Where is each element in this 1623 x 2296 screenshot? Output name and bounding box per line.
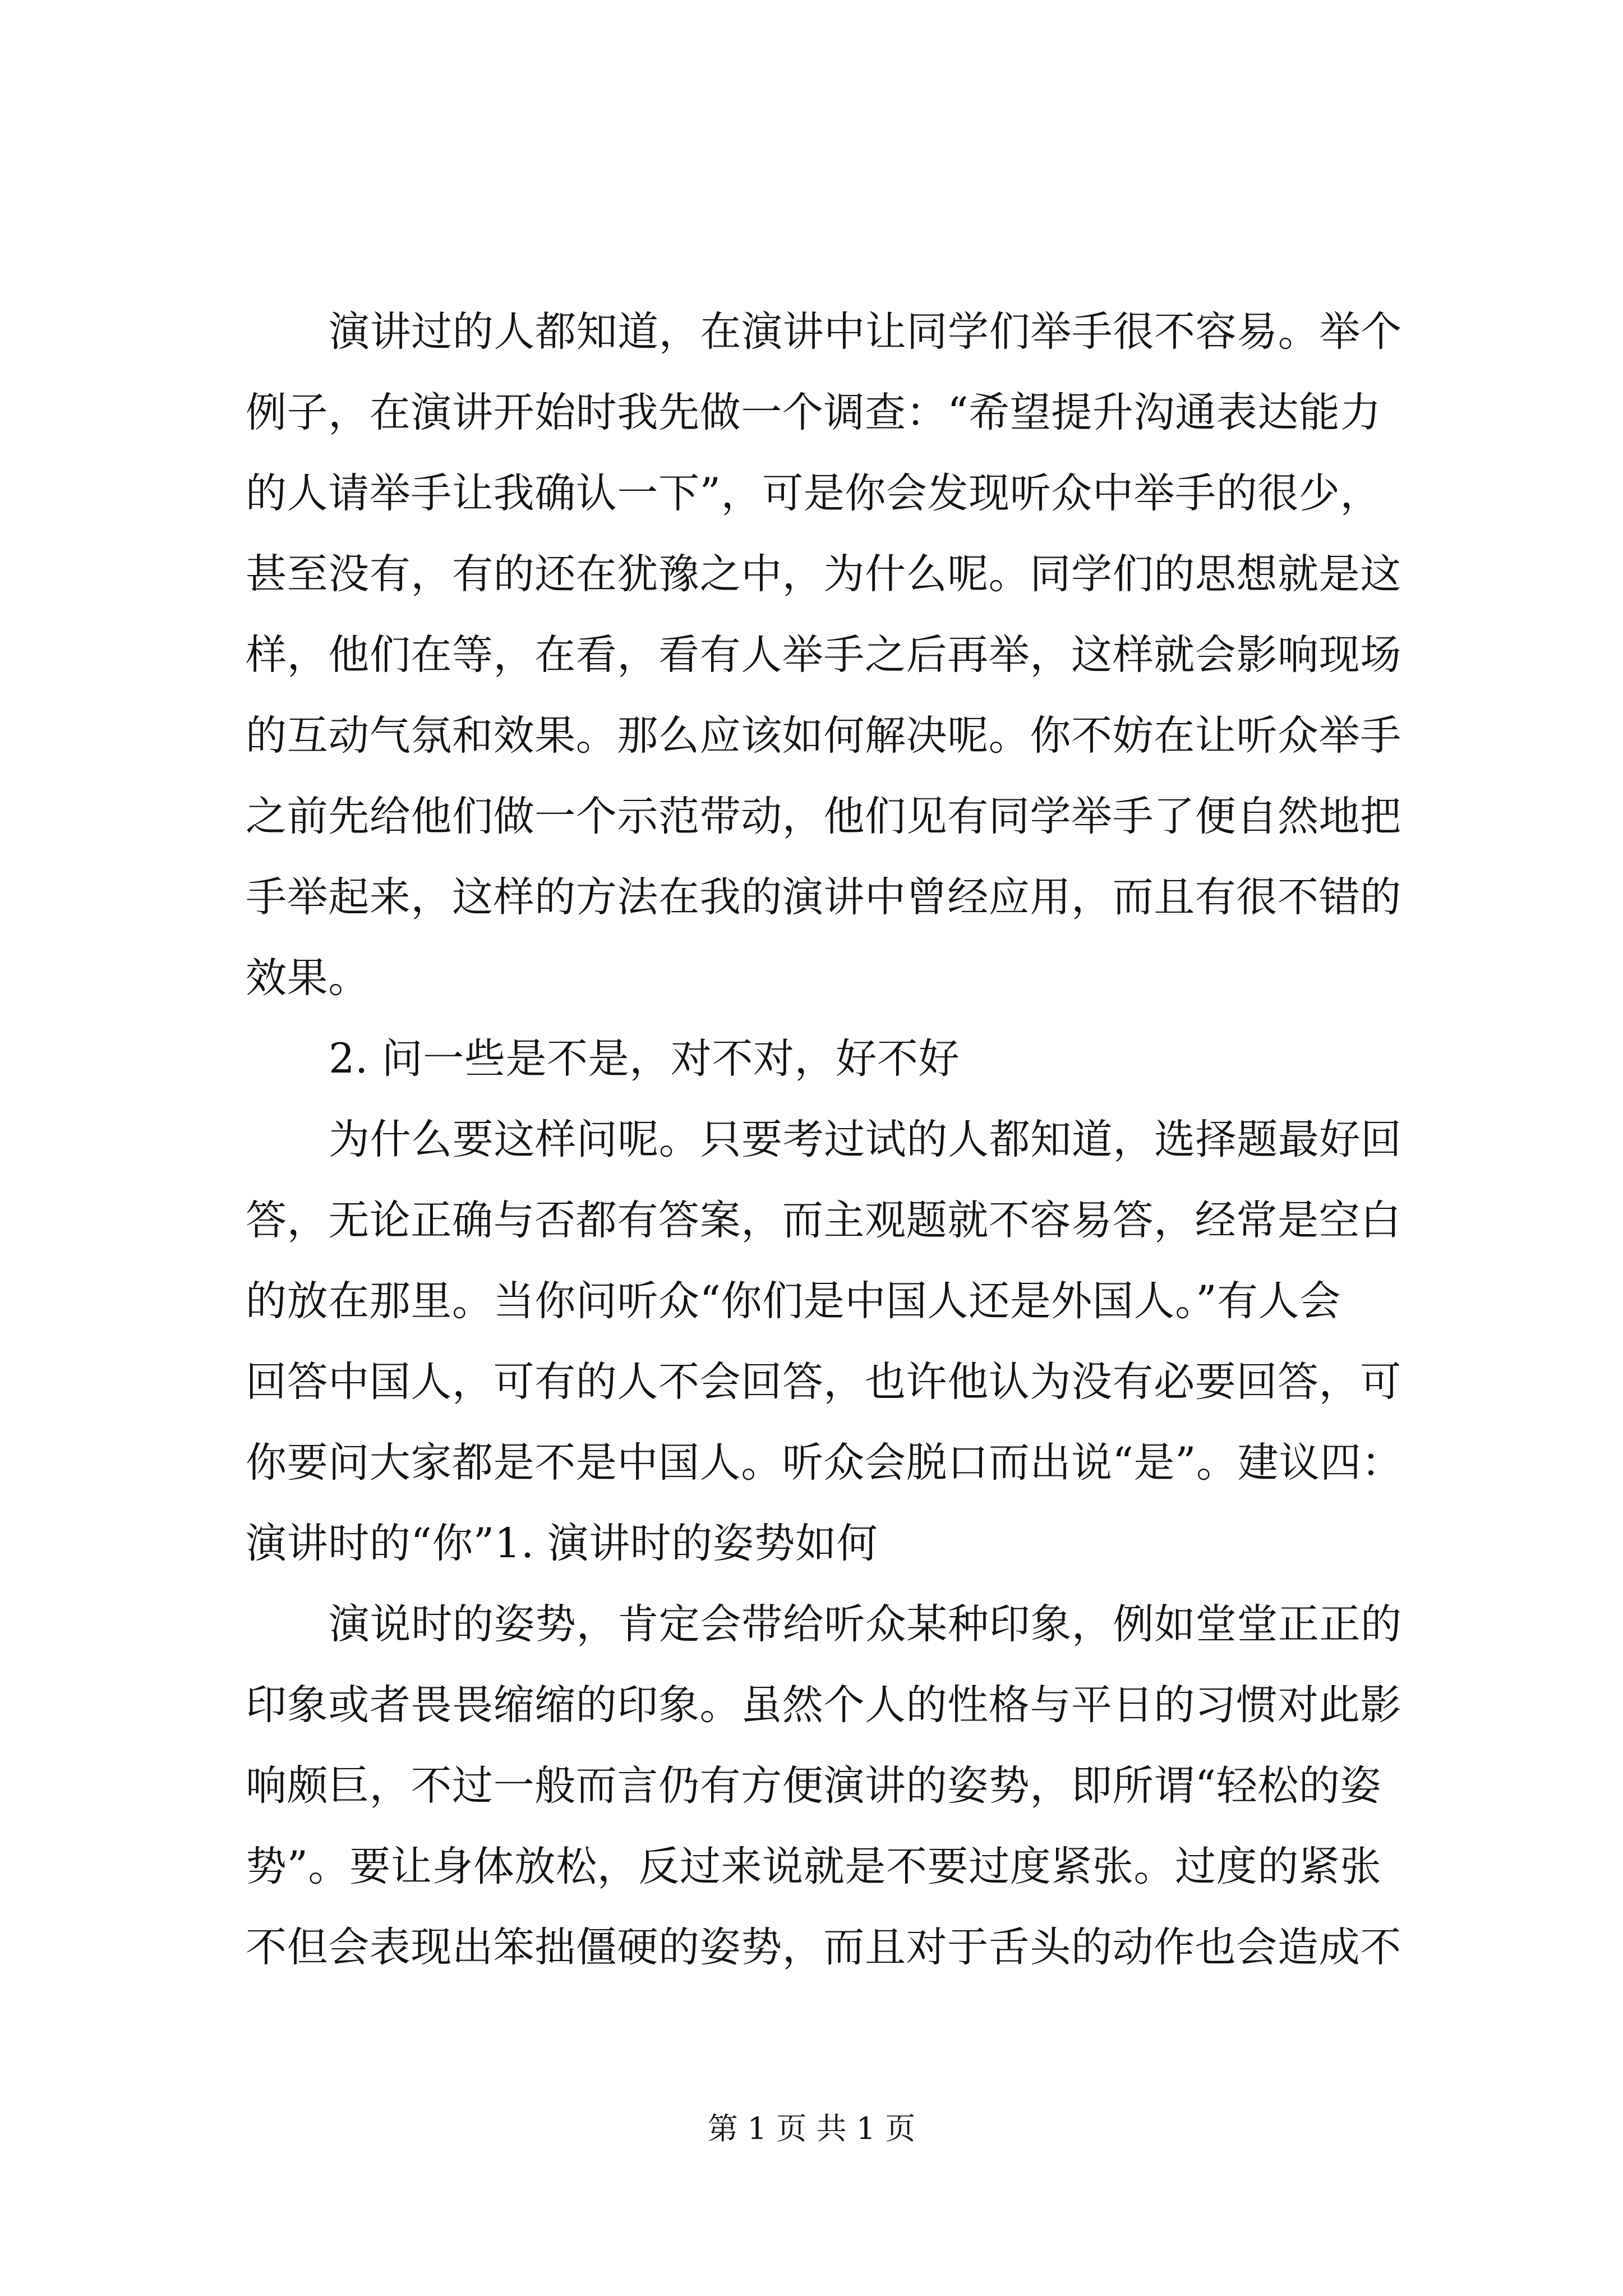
text-line: 例子，在演讲开始时我先做一个调查：“希望提升沟通表达能力 [246, 389, 1382, 436]
text-line: 之前先给他们做一个示范带动，他们见有同学举手了便自然地把 [246, 793, 1401, 840]
paragraph-2 [246, 1099, 1435, 1584]
text-line: 为什么要这样问呢。只要考过试的人都知道，选择题最好回 [329, 1116, 1402, 1163]
text-line: 的人请举手让我确认一下”，可是你会发现听众中举手的很少， [246, 470, 1382, 517]
text-line: 势”。要让身体放松，反过来说就是不要过度紧张。过度的紧张 [246, 1843, 1382, 1890]
text-line: 不但会表现出笨拙僵硬的姿势，而且对于舌头的动作也会造成不 [246, 1924, 1401, 1971]
text-line: 响颇巨，不过一般而言仍有方便演讲的姿势，即所谓“轻松的姿 [246, 1762, 1382, 1810]
text-line: 回答中国人，可有的人不会回答，也许他认为没有必要回答，可 [246, 1358, 1401, 1406]
page-footer [0, 2109, 1623, 2148]
paragraph-1 [246, 292, 1435, 1019]
text-line: 手举起来，这样的方法在我的演讲中曾经应用，而且有很不错的 [246, 873, 1401, 921]
paragraph-3 [246, 1584, 1435, 1988]
text-line: 演讲时的“你”1. 演讲时的姿势如何 [246, 1520, 878, 1567]
text-line: 甚至没有，有的还在犹豫之中，为什么呢。同学们的思想就是这 [246, 550, 1401, 598]
text-line: 的互动气氛和效果。那么应该如何解决呢。你不妨在让听众举手 [246, 712, 1401, 760]
text-line: 样，他们在等，在看，看有人举手之后再举，这样就会影响现场 [246, 631, 1401, 679]
section-heading [246, 1019, 1435, 1099]
text-line: 演讲过的人都知道，在演讲中让同学们举手很不容易。举个 [329, 308, 1402, 356]
text-line: 印象或者畏畏缩缩的印象。虽然个人的性格与平日的习惯对此影 [246, 1681, 1401, 1729]
text-line: 效果。 [246, 954, 370, 1002]
document-body [246, 292, 1435, 1988]
heading-line: 2. 问一些是不是，对不对，好不好 [329, 1035, 960, 1083]
page-number: 第 1 页 共 1 页 [707, 2111, 916, 2146]
text-line: 答，无论正确与否都有答案，而主观题就不容易答，经常是空白 [246, 1197, 1401, 1244]
text-line: 你要问大家都是不是中国人。听众会脱口而出说“是”。建议四： [246, 1439, 1403, 1487]
text-line: 演说时的姿势，肯定会带给听众某种印象，例如堂堂正正的 [329, 1600, 1402, 1648]
text-line: 的放在那里。当你问听众“你们是中国人还是外国人。”有人会 [246, 1277, 1341, 1325]
